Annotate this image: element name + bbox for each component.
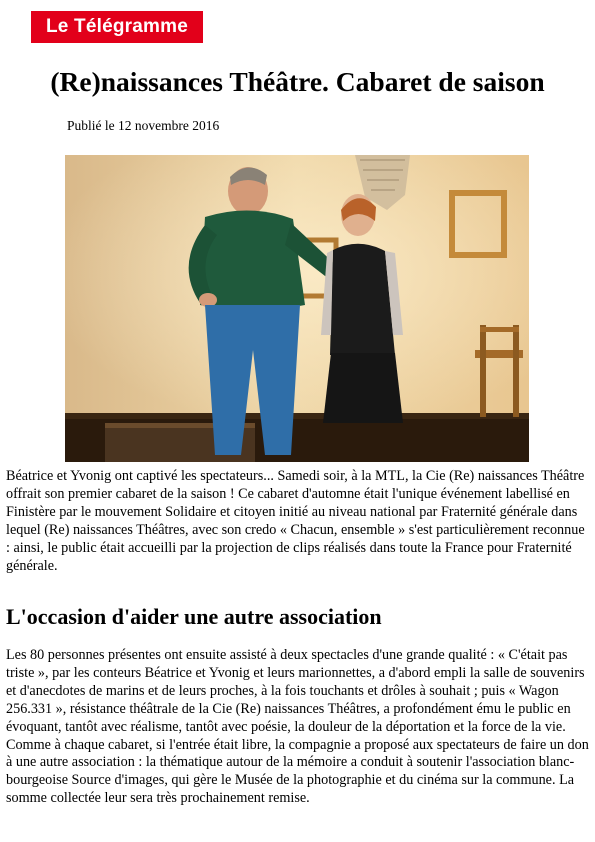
article-subheading: L'occasion d'aider une autre association: [6, 604, 382, 629]
article-paragraph-1: Béatrice et Yvonig ont captivé les spectateurs... Samedi soir, à la MTL, la Cie (Re) naissances Théâtre offrait son premier cabaret de la saison ! Ce cabaret d'automne était l'unique événement labellisé en Finistère par le mouvement Solidaire et citoyen initié au niveau national par Fraternité générale dans lequel (Re) naissances Théâtres, avec son credo « Chacun, ensemble » s'est particulièrement reconnue : ainsi, le public était accueilli par la projection de clips réalisés dans toute la France pour Fraternité générale.: [6, 468, 585, 574]
article-photo: [65, 155, 529, 462]
publication-date: Publié le 12 novembre 2016: [67, 118, 220, 133]
newspaper-logo[interactable]: Le Télégramme: [31, 11, 203, 43]
article-paragraph-2: Les 80 personnes présentes ont ensuite assisté à deux spectacles d'une grande qualité : « C'était pas triste », par les conteurs Béatrice et Yvonig et leurs marionnettes, a d'abord empli la salle de souvenirs et d'anecdotes de marins et de leurs proches, à la fois touchants et drôles à souhait ; puis « Wagon 256.331 », résistance théâtrale de la Cie (Re) naissances Théâtres, a profondément ému le public en évoquant, tantôt avec réalisme, tantôt avec poésie, la douleur de la déportation et la force de la vie. Comme à chaque cabaret, si l'entrée était libre, la compagnie a proposé aux spectateurs de faire un don à une autre association : la thématique autour de la mémoire a conduit à soutenir l'association blanc-bourgeoise Source d'images, qui gère le Musée de la photographie et du cinéma sur la commune. La somme collectée leur sera très prochainement remise.: [6, 647, 589, 807]
article-title: (Re)naissances Théâtre. Cabaret de saison: [50, 66, 545, 97]
